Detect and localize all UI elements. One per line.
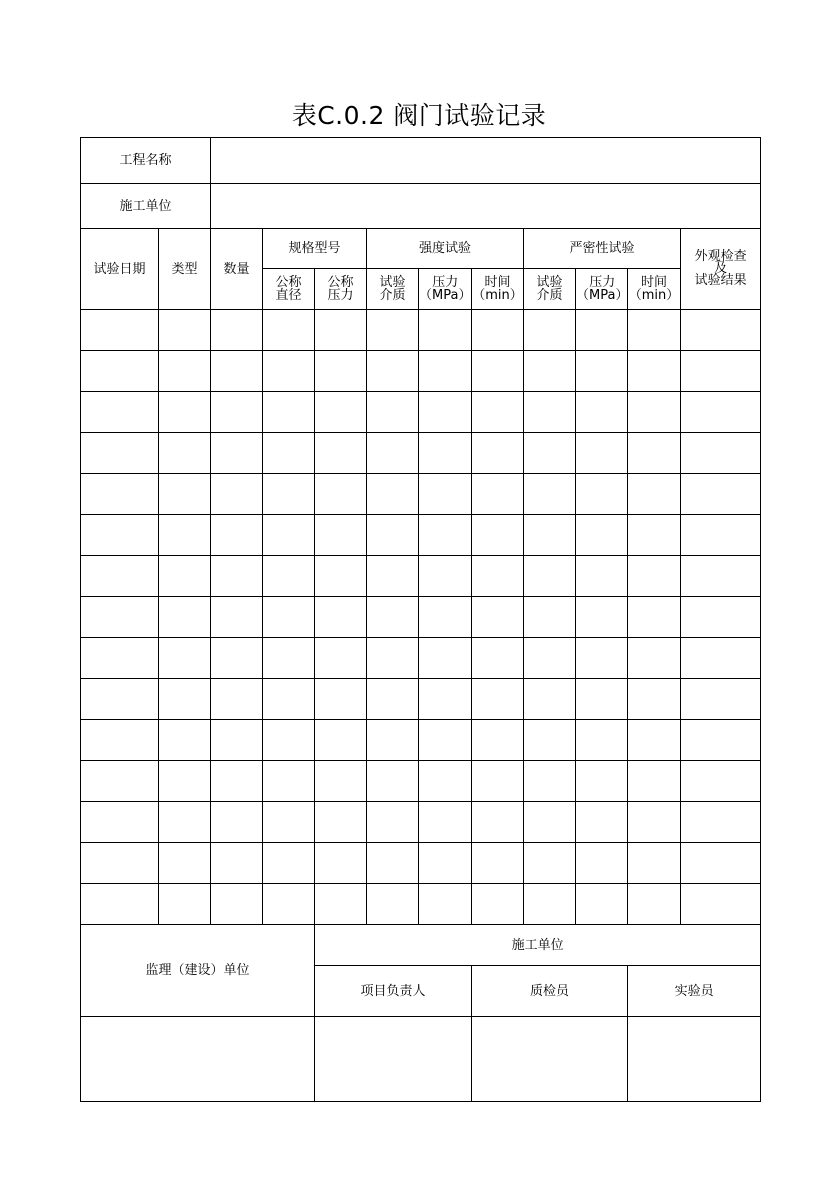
table-cell[interactable] <box>263 310 315 351</box>
table-row <box>81 515 761 556</box>
table-cell[interactable] <box>681 638 761 679</box>
project-leader-signature-cell[interactable] <box>315 1017 472 1102</box>
table-cell[interactable] <box>263 679 315 720</box>
table-cell[interactable] <box>211 884 263 925</box>
table-cell[interactable] <box>315 310 367 351</box>
table-cell[interactable] <box>81 843 159 884</box>
table-cell[interactable] <box>576 720 628 761</box>
col-test-date: 试验日期 <box>81 229 159 310</box>
table-cell[interactable] <box>524 474 576 515</box>
table-cell[interactable] <box>81 761 159 802</box>
tester-signature-cell[interactable] <box>628 1017 761 1102</box>
table-cell[interactable] <box>524 310 576 351</box>
table-cell[interactable] <box>628 843 681 884</box>
table-cell[interactable] <box>367 761 419 802</box>
table-cell[interactable] <box>524 433 576 474</box>
table-cell[interactable] <box>576 433 628 474</box>
col-nominal-diameter: 公称 直径 <box>263 269 315 310</box>
table-cell[interactable] <box>472 351 524 392</box>
table-cell[interactable] <box>628 720 681 761</box>
table-cell[interactable] <box>211 351 263 392</box>
table-cell[interactable] <box>576 556 628 597</box>
table-cell[interactable] <box>263 351 315 392</box>
table-cell[interactable] <box>81 679 159 720</box>
table-cell[interactable] <box>419 433 472 474</box>
col-tightness-pressure: 压力 （MPa） <box>576 269 628 310</box>
table-cell[interactable] <box>524 638 576 679</box>
table-cell[interactable] <box>263 884 315 925</box>
col-spec-model: 规格型号 <box>263 229 367 269</box>
table-cell[interactable] <box>81 638 159 679</box>
table-cell[interactable] <box>211 310 263 351</box>
table-cell[interactable] <box>315 474 367 515</box>
table-cell[interactable] <box>159 720 211 761</box>
table-cell[interactable] <box>367 515 419 556</box>
table-cell[interactable] <box>159 556 211 597</box>
table-cell[interactable] <box>367 638 419 679</box>
table-cell[interactable] <box>681 761 761 802</box>
table-cell[interactable] <box>681 310 761 351</box>
table-cell[interactable] <box>419 884 472 925</box>
table-cell[interactable] <box>263 638 315 679</box>
supervision-signature-cell[interactable] <box>81 1017 315 1102</box>
col-strength-medium: 试验 介质 <box>367 269 419 310</box>
table-cell[interactable] <box>681 474 761 515</box>
table-cell[interactable] <box>263 515 315 556</box>
project-name-label: 工程名称 <box>81 138 211 184</box>
table-cell[interactable] <box>524 556 576 597</box>
construction-unit-label: 施工单位 <box>81 184 211 229</box>
table-cell[interactable] <box>367 597 419 638</box>
table-cell[interactable] <box>576 392 628 433</box>
table-cell[interactable] <box>576 679 628 720</box>
table-cell[interactable] <box>628 761 681 802</box>
table-row <box>81 597 761 638</box>
construction-unit-sign-label: 施工单位 <box>315 925 761 966</box>
table-cell[interactable] <box>315 638 367 679</box>
table-cell[interactable] <box>367 843 419 884</box>
table-cell[interactable] <box>628 556 681 597</box>
table-cell[interactable] <box>681 884 761 925</box>
table-cell[interactable] <box>628 392 681 433</box>
table-row <box>81 638 761 679</box>
table-cell[interactable] <box>159 884 211 925</box>
table-cell[interactable] <box>211 720 263 761</box>
table-cell[interactable] <box>367 802 419 843</box>
table-cell[interactable] <box>81 597 159 638</box>
project-leader-label: 项目负责人 <box>315 966 472 1017</box>
table-cell[interactable] <box>263 474 315 515</box>
table-cell[interactable] <box>628 515 681 556</box>
table-cell[interactable] <box>263 843 315 884</box>
table-cell[interactable] <box>315 679 367 720</box>
table-cell[interactable] <box>524 515 576 556</box>
table-cell[interactable] <box>472 843 524 884</box>
table-cell[interactable] <box>681 720 761 761</box>
table-cell[interactable] <box>81 310 159 351</box>
table-cell[interactable] <box>628 884 681 925</box>
table-cell[interactable] <box>211 515 263 556</box>
table-cell[interactable] <box>211 761 263 802</box>
table-row <box>81 679 761 720</box>
table-cell[interactable] <box>419 638 472 679</box>
table-cell[interactable] <box>524 720 576 761</box>
table-cell[interactable] <box>419 310 472 351</box>
table-cell[interactable] <box>81 720 159 761</box>
table-cell[interactable] <box>211 638 263 679</box>
table-cell[interactable] <box>681 802 761 843</box>
tester-label: 实验员 <box>628 966 761 1017</box>
table-cell[interactable] <box>159 310 211 351</box>
table-cell[interactable] <box>159 843 211 884</box>
table-cell[interactable] <box>315 720 367 761</box>
table-cell[interactable] <box>681 679 761 720</box>
table-cell[interactable] <box>81 556 159 597</box>
table-row <box>81 556 761 597</box>
table-cell[interactable] <box>211 392 263 433</box>
table-cell[interactable] <box>419 843 472 884</box>
table-cell[interactable] <box>159 351 211 392</box>
table-cell[interactable] <box>419 351 472 392</box>
col-tightness-time: 时间 （min） <box>628 269 681 310</box>
table-cell[interactable] <box>315 433 367 474</box>
table-cell[interactable] <box>315 351 367 392</box>
table-cell[interactable] <box>367 884 419 925</box>
table-row <box>81 433 761 474</box>
table-cell[interactable] <box>681 556 761 597</box>
table-cell[interactable] <box>315 392 367 433</box>
table-row <box>81 351 761 392</box>
table-cell[interactable] <box>419 515 472 556</box>
table-cell[interactable] <box>263 392 315 433</box>
table-cell[interactable] <box>524 802 576 843</box>
table-cell[interactable] <box>628 802 681 843</box>
table-cell[interactable] <box>472 761 524 802</box>
quality-inspector-signature-cell[interactable] <box>472 1017 628 1102</box>
project-name-field[interactable] <box>211 138 761 184</box>
col-nominal-pressure: 公称 压力 <box>315 269 367 310</box>
table-cell[interactable] <box>419 679 472 720</box>
table-cell[interactable] <box>81 392 159 433</box>
table-cell[interactable] <box>524 843 576 884</box>
table-cell[interactable] <box>367 433 419 474</box>
table-cell[interactable] <box>211 556 263 597</box>
table-cell[interactable] <box>367 679 419 720</box>
table-cell[interactable] <box>159 679 211 720</box>
table-cell[interactable] <box>211 679 263 720</box>
table-cell[interactable] <box>315 802 367 843</box>
table-cell[interactable] <box>81 474 159 515</box>
table-cell[interactable] <box>419 556 472 597</box>
table-cell[interactable] <box>81 884 159 925</box>
col-tightness-test: 严密性试验 <box>524 229 681 269</box>
table-cell[interactable] <box>628 351 681 392</box>
table-cell[interactable] <box>472 679 524 720</box>
table-cell[interactable] <box>576 310 628 351</box>
table-cell[interactable] <box>524 392 576 433</box>
table-cell[interactable] <box>524 679 576 720</box>
table-cell[interactable] <box>159 474 211 515</box>
col-appearance-result: 外观检查 及 试验结果 <box>681 229 761 310</box>
table-cell[interactable] <box>211 843 263 884</box>
table-cell[interactable] <box>159 515 211 556</box>
table-cell[interactable] <box>419 720 472 761</box>
table-cell[interactable] <box>263 802 315 843</box>
table-cell[interactable] <box>159 761 211 802</box>
col-tightness-medium: 试验 介质 <box>524 269 576 310</box>
table-cell[interactable] <box>315 515 367 556</box>
table-cell[interactable] <box>576 884 628 925</box>
table-cell[interactable] <box>419 802 472 843</box>
table-row <box>81 802 761 843</box>
table-cell[interactable] <box>472 802 524 843</box>
table-cell[interactable] <box>81 515 159 556</box>
col-strength-test: 强度试验 <box>367 229 524 269</box>
table-cell[interactable] <box>524 884 576 925</box>
table-cell[interactable] <box>681 351 761 392</box>
table-cell[interactable] <box>159 433 211 474</box>
page-title: 表C.0.2 阀门试验记录 <box>291 101 547 130</box>
construction-unit-field[interactable] <box>211 184 761 229</box>
table-cell[interactable] <box>159 392 211 433</box>
table-cell[interactable] <box>681 843 761 884</box>
quality-inspector-label: 质检员 <box>472 966 628 1017</box>
table-cell[interactable] <box>159 597 211 638</box>
table-cell[interactable] <box>576 761 628 802</box>
table-row <box>81 884 761 925</box>
table-cell[interactable] <box>263 720 315 761</box>
table-cell[interactable] <box>524 351 576 392</box>
table-row <box>81 392 761 433</box>
table-cell[interactable] <box>367 556 419 597</box>
table-cell[interactable] <box>472 884 524 925</box>
table-cell[interactable] <box>576 351 628 392</box>
table-row <box>81 720 761 761</box>
table-cell[interactable] <box>472 515 524 556</box>
table-cell[interactable] <box>315 884 367 925</box>
table-cell[interactable] <box>315 597 367 638</box>
table-cell[interactable] <box>81 351 159 392</box>
table-cell[interactable] <box>524 761 576 802</box>
table-cell[interactable] <box>419 474 472 515</box>
table-row <box>81 761 761 802</box>
table-cell[interactable] <box>315 761 367 802</box>
table-cell[interactable] <box>472 638 524 679</box>
table-cell[interactable] <box>211 474 263 515</box>
supervision-unit-label: 监理（建设）单位 <box>81 925 315 1017</box>
table-cell[interactable] <box>628 679 681 720</box>
table-cell[interactable] <box>681 433 761 474</box>
table-cell[interactable] <box>367 474 419 515</box>
table-cell[interactable] <box>472 556 524 597</box>
table-cell[interactable] <box>472 310 524 351</box>
table-cell[interactable] <box>472 597 524 638</box>
table-cell[interactable] <box>211 433 263 474</box>
table-cell[interactable] <box>576 597 628 638</box>
table-row <box>81 843 761 884</box>
table-cell[interactable] <box>81 433 159 474</box>
table-row <box>81 310 761 351</box>
table-cell[interactable] <box>367 392 419 433</box>
table-cell[interactable] <box>367 351 419 392</box>
table-cell[interactable] <box>81 802 159 843</box>
table-cell[interactable] <box>367 310 419 351</box>
table-cell[interactable] <box>367 720 419 761</box>
table-cell[interactable] <box>419 392 472 433</box>
table-cell[interactable] <box>263 433 315 474</box>
table-cell[interactable] <box>263 556 315 597</box>
table-cell[interactable] <box>472 720 524 761</box>
table-cell[interactable] <box>628 597 681 638</box>
table-cell[interactable] <box>628 474 681 515</box>
table-cell[interactable] <box>472 474 524 515</box>
table-cell[interactable] <box>315 556 367 597</box>
table-cell[interactable] <box>472 392 524 433</box>
table-cell[interactable] <box>681 392 761 433</box>
table-cell[interactable] <box>263 761 315 802</box>
table-cell[interactable] <box>576 474 628 515</box>
table-cell[interactable] <box>159 638 211 679</box>
table-cell[interactable] <box>524 597 576 638</box>
table-row <box>81 474 761 515</box>
table-cell[interactable] <box>576 515 628 556</box>
table-cell[interactable] <box>628 310 681 351</box>
table-cell[interactable] <box>576 802 628 843</box>
table-cell[interactable] <box>159 802 211 843</box>
table-cell[interactable] <box>211 597 263 638</box>
table-cell[interactable] <box>315 843 367 884</box>
table-cell[interactable] <box>576 843 628 884</box>
col-strength-time: 时间 （min） <box>472 269 524 310</box>
table-cell[interactable] <box>419 597 472 638</box>
table-cell[interactable] <box>211 802 263 843</box>
col-strength-pressure: 压力 （MPa） <box>419 269 472 310</box>
table-cell[interactable] <box>576 638 628 679</box>
col-type: 类型 <box>159 229 211 310</box>
table-cell[interactable] <box>681 515 761 556</box>
table-cell[interactable] <box>681 597 761 638</box>
col-quantity: 数量 <box>211 229 263 310</box>
table-cell[interactable] <box>628 433 681 474</box>
table-cell[interactable] <box>419 761 472 802</box>
valve-test-record-table <box>80 137 761 1102</box>
table-cell[interactable] <box>472 433 524 474</box>
table-cell[interactable] <box>628 638 681 679</box>
table-cell[interactable] <box>263 597 315 638</box>
